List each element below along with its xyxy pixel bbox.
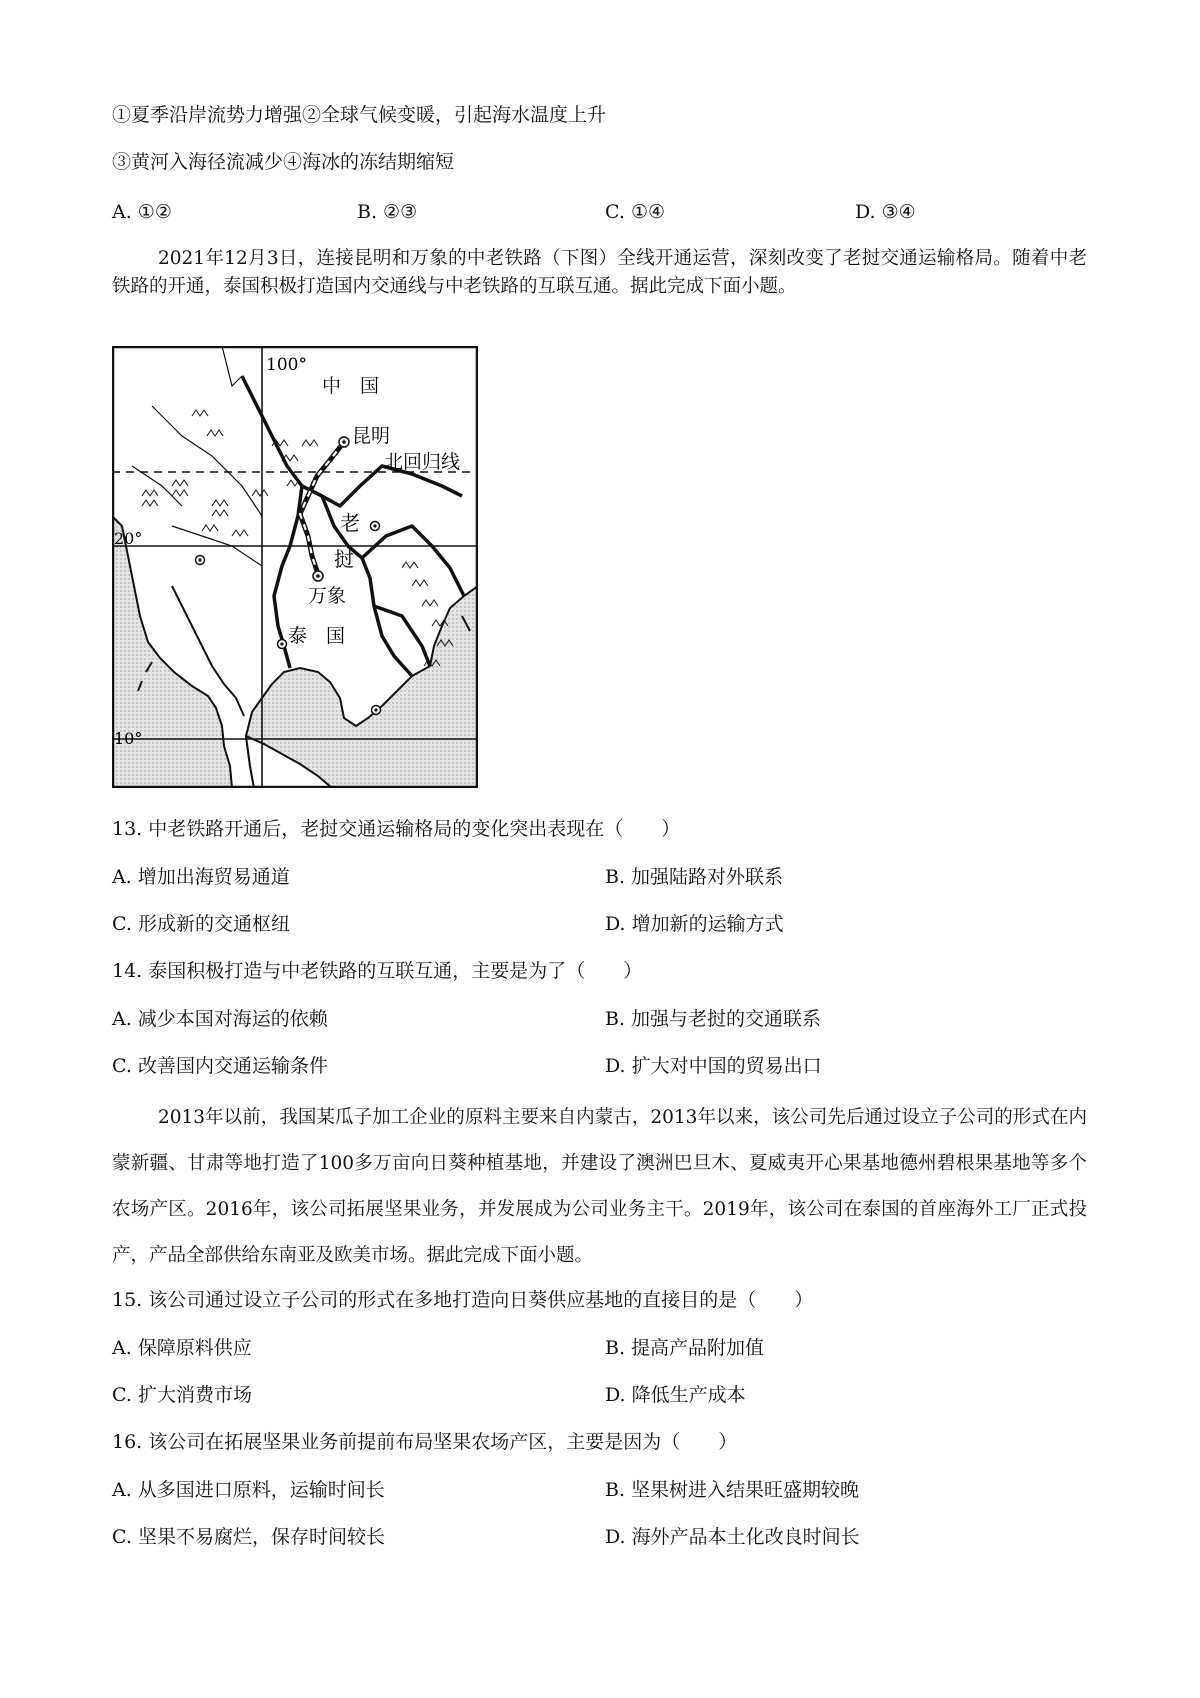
q15-stem: 15. 该公司通过设立子公司的形式在多地打造向日葵供应基地的直接目的是（ ） [112,1289,814,1311]
q13-option-d: D. 增加新的运输方式 [605,913,784,935]
q14-option-c: C. 改善国内交通运输条件 [112,1055,328,1077]
q12-option-d: D. ③④ [855,201,916,223]
label-china: 中 国 [322,375,380,397]
label-laos-2: 挝 [334,547,354,571]
q15-option-c: C. 扩大消费市场 [112,1384,252,1406]
q12-statement-1: ①夏季沿岸流势力增强②全球气候变暖，引起海水温度上升 [112,104,607,126]
q12-option-c: C. ①④ [605,201,666,223]
city-kunming-marker [339,437,349,447]
q15-option-b: B. 提高产品附加值 [605,1337,765,1359]
china-laos-railway-map [112,346,478,788]
label-thailand: 泰 国 [288,625,346,647]
q16-stem: 16. 该公司在拓展坚果业务前提前布局坚果农场产区，主要是因为（ ） [112,1431,738,1453]
label-kunming: 昆明 [352,425,391,447]
q16-option-d: D. 海外产品本土化改良时间长 [605,1526,860,1548]
label-latitude-10: 10° [114,729,143,748]
label-longitude-100: 100° [266,355,307,375]
label-laos-1: 老 [340,511,360,535]
city-vientiane-marker [313,571,323,581]
q13-option-b: B. 加强陆路对外联系 [605,866,784,888]
passage-sunflower-company [112,1095,1087,1295]
q13-option-a: A. 增加出海贸易通道 [112,866,290,888]
q12-option-a: A. ①② [112,201,172,223]
q16-option-a: A. 从多国进口原料，运输时间长 [112,1479,385,1501]
q16-option-c: C. 坚果不易腐烂，保存时间较长 [112,1526,385,1548]
passage-2-text: 2013年以前，我国某瓜子加工企业的原料主要来自内蒙古，2013年以来，该公司先后通过设立子公司的形式在内蒙新疆、甘肃等地打造了100多万亩向日葵种植基地，并建设了澳洲巴旦木、夏威夷开心果基地德州碧根果基地等多个农场产区。2016年，该公司拓展坚果业务，并发展成为公司业务主干。2019年，该公司在泰国的首座海外工厂正式投产，产品全部供给东南亚及欧美市场。据此完成下面小题。 [112,1107,1087,1266]
q12-statement-2: ③黄河入海径流减少④海冰的冻结期缩短 [112,151,455,173]
label-vientiane: 万象 [308,585,347,607]
q14-option-a: A. 减少本国对海运的依赖 [112,1008,328,1030]
q16-option-b: B. 坚果树进入结果旺盛期较晚 [605,1479,860,1501]
q15-option-a: A. 保障原料供应 [112,1337,252,1359]
q14-stem: 14. 泰国积极打造与中老铁路的互联互通，主要是为了（ ） [112,960,643,982]
passage-1-text: 2021年12月3日，连接昆明和万象的中老铁路（下图）全线开通运营，深刻改变了老挝交通运输格局。随着中老铁路的开通，泰国积极打造国内交通线与中老铁路的互联互通。据此完成下面小题。 [112,248,1087,297]
q12-option-b: B. ②③ [357,201,418,223]
q13-stem: 13. 中老铁路开通后，老挝交通运输格局的变化突出表现在（ ） [112,818,681,840]
q14-option-d: D. 扩大对中国的贸易出口 [605,1055,822,1077]
label-tropic-of-cancer: 北回归线 [384,451,461,473]
q15-option-d: D. 降低生产成本 [605,1384,746,1406]
q14-option-b: B. 加强与老挝的交通联系 [605,1008,822,1030]
passage-china-laos-railway [112,245,1087,317]
q13-option-c: C. 形成新的交通枢纽 [112,913,290,935]
label-latitude-20: 20° [114,529,143,548]
